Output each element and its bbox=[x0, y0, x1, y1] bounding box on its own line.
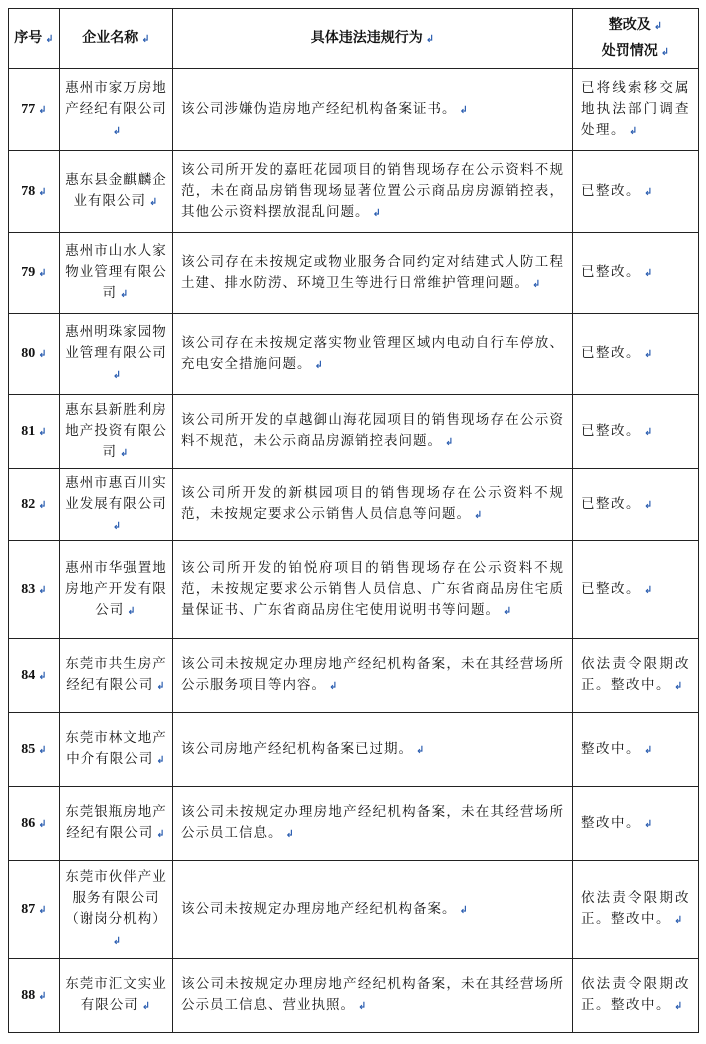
row-no: 87 ↲ bbox=[9, 861, 60, 959]
header-no: 序号 ↲ bbox=[9, 9, 60, 69]
row-behavior: 该公司涉嫌伪造房地产经纪机构备案证书。 ↲ bbox=[173, 69, 573, 151]
row-behavior: 该公司所开发的卓越御山海花园项目的销售现场存在公示资料不规范，未公示商品房源销控表问题。 ↲ bbox=[173, 395, 573, 469]
row-company: 东莞市汇文实业有限公司 ↲ bbox=[60, 959, 173, 1033]
row-no: 81 ↲ bbox=[9, 395, 60, 469]
row-company: 东莞银瓶房地产经纪有限公司 ↲ bbox=[60, 787, 173, 861]
row-no: 83 ↲ bbox=[9, 541, 60, 639]
table-row bbox=[9, 469, 699, 541]
row-no: 88 ↲ bbox=[9, 959, 60, 1033]
table-row bbox=[9, 787, 699, 861]
row-behavior: 该公司所开发的新棋园项目的销售现场存在公示资料不规范，未按规定要求公示销售人员信息等问题。 ↲ bbox=[173, 469, 573, 541]
row-status: 已整改。 ↲ bbox=[573, 469, 699, 541]
row-company: 惠州市华强置地房地产开发有限公司 ↲ bbox=[60, 541, 173, 639]
row-company: 惠州市山水人家物业管理有限公司 ↲ bbox=[60, 233, 173, 314]
row-company: 东莞市林文地产中介有限公司 ↲ bbox=[60, 713, 173, 787]
header-status: 整改及 ↲ 处罚情况 ↲ bbox=[573, 9, 699, 69]
row-no: 86 ↲ bbox=[9, 787, 60, 861]
row-status: 依法责令限期改正。整改中。 ↲ bbox=[573, 959, 699, 1033]
row-behavior: 该公司所开发的铂悦府项目的销售现场存在公示资料不规范，未按规定要求公示销售人员信息、广东省商品房住宅质量保证书、广东省商品房住宅使用说明书等问题。 ↲ bbox=[173, 541, 573, 639]
row-company: 惠州明珠家园物业管理有限公司↲ bbox=[60, 314, 173, 395]
header-row bbox=[9, 9, 699, 69]
header-company: 企业名称 ↲ bbox=[60, 9, 173, 69]
row-no: 78 ↲ bbox=[9, 151, 60, 233]
row-status: 依法责令限期改正。整改中。 ↲ bbox=[573, 639, 699, 713]
row-no: 77 ↲ bbox=[9, 69, 60, 151]
row-behavior: 该公司房地产经纪机构备案已过期。 ↲ bbox=[173, 713, 573, 787]
row-status: 已整改。 ↲ bbox=[573, 395, 699, 469]
row-status: 已整改。 ↲ bbox=[573, 151, 699, 233]
row-company: 惠州市家万房地产经纪有限公司↲ bbox=[60, 69, 173, 151]
table-row bbox=[9, 713, 699, 787]
violations-table bbox=[8, 8, 699, 1033]
row-status: 依法责令限期改正。整改中。 ↲ bbox=[573, 861, 699, 959]
row-no: 79 ↲ bbox=[9, 233, 60, 314]
row-status: 已将线索移交属地执法部门调查处理。 ↲ bbox=[573, 69, 699, 151]
table-row bbox=[9, 395, 699, 469]
row-company: 东莞市伙伴产业服务有限公司（谢岗分机构）↲ bbox=[60, 861, 173, 959]
row-status: 整改中。 ↲ bbox=[573, 713, 699, 787]
row-status: 已整改。 ↲ bbox=[573, 233, 699, 314]
table-row bbox=[9, 314, 699, 395]
row-status: 已整改。 ↲ bbox=[573, 541, 699, 639]
table-row bbox=[9, 861, 699, 959]
row-status: 已整改。 ↲ bbox=[573, 314, 699, 395]
row-company: 惠东县新胜利房地产投资有限公司 ↲ bbox=[60, 395, 173, 469]
row-behavior: 该公司未按规定办理房地产经纪机构备案，未在其经营场所公示员工信息、营业执照。 ↲ bbox=[173, 959, 573, 1033]
row-company: 惠东县金麒麟企业有限公司 ↲ bbox=[60, 151, 173, 233]
header-behavior: 具体违法违规行为 ↲ bbox=[173, 9, 573, 69]
table-row bbox=[9, 959, 699, 1033]
row-no: 85 ↲ bbox=[9, 713, 60, 787]
row-company: 东莞市共生房产经纪有限公司 ↲ bbox=[60, 639, 173, 713]
row-behavior: 该公司未按规定办理房地产经纪机构备案。 ↲ bbox=[173, 861, 573, 959]
row-behavior: 该公司存在未按规定或物业服务合同约定对结建式人防工程土建、排水防涝、环境卫生等进行日常维护管理问题。 ↲ bbox=[173, 233, 573, 314]
row-no: 82 ↲ bbox=[9, 469, 60, 541]
row-no: 80 ↲ bbox=[9, 314, 60, 395]
row-behavior: 该公司未按规定办理房地产经纪机构备案，未在其经营场所公示员工信息。 ↲ bbox=[173, 787, 573, 861]
row-status: 整改中。 ↲ bbox=[573, 787, 699, 861]
row-behavior: 该公司未按规定办理房地产经纪机构备案，未在其经营场所公示服务项目等内容。 ↲ bbox=[173, 639, 573, 713]
row-no: 84 ↲ bbox=[9, 639, 60, 713]
table-row bbox=[9, 639, 699, 713]
table-row bbox=[9, 541, 699, 639]
table-row bbox=[9, 69, 699, 151]
table-row bbox=[9, 233, 699, 314]
table-row bbox=[9, 151, 699, 233]
row-behavior: 该公司所开发的嘉旺花园项目的销售现场存在公示资料不规范，未在商品房销售现场显著位置公示商品房房源销控表，其他公示资料摆放混乱问题。 ↲ bbox=[173, 151, 573, 233]
row-behavior: 该公司存在未按规定落实物业管理区域内电动自行车停放、充电安全措施问题。 ↲ bbox=[173, 314, 573, 395]
row-company: 惠州市惠百川实业发展有限公司↲ bbox=[60, 469, 173, 541]
